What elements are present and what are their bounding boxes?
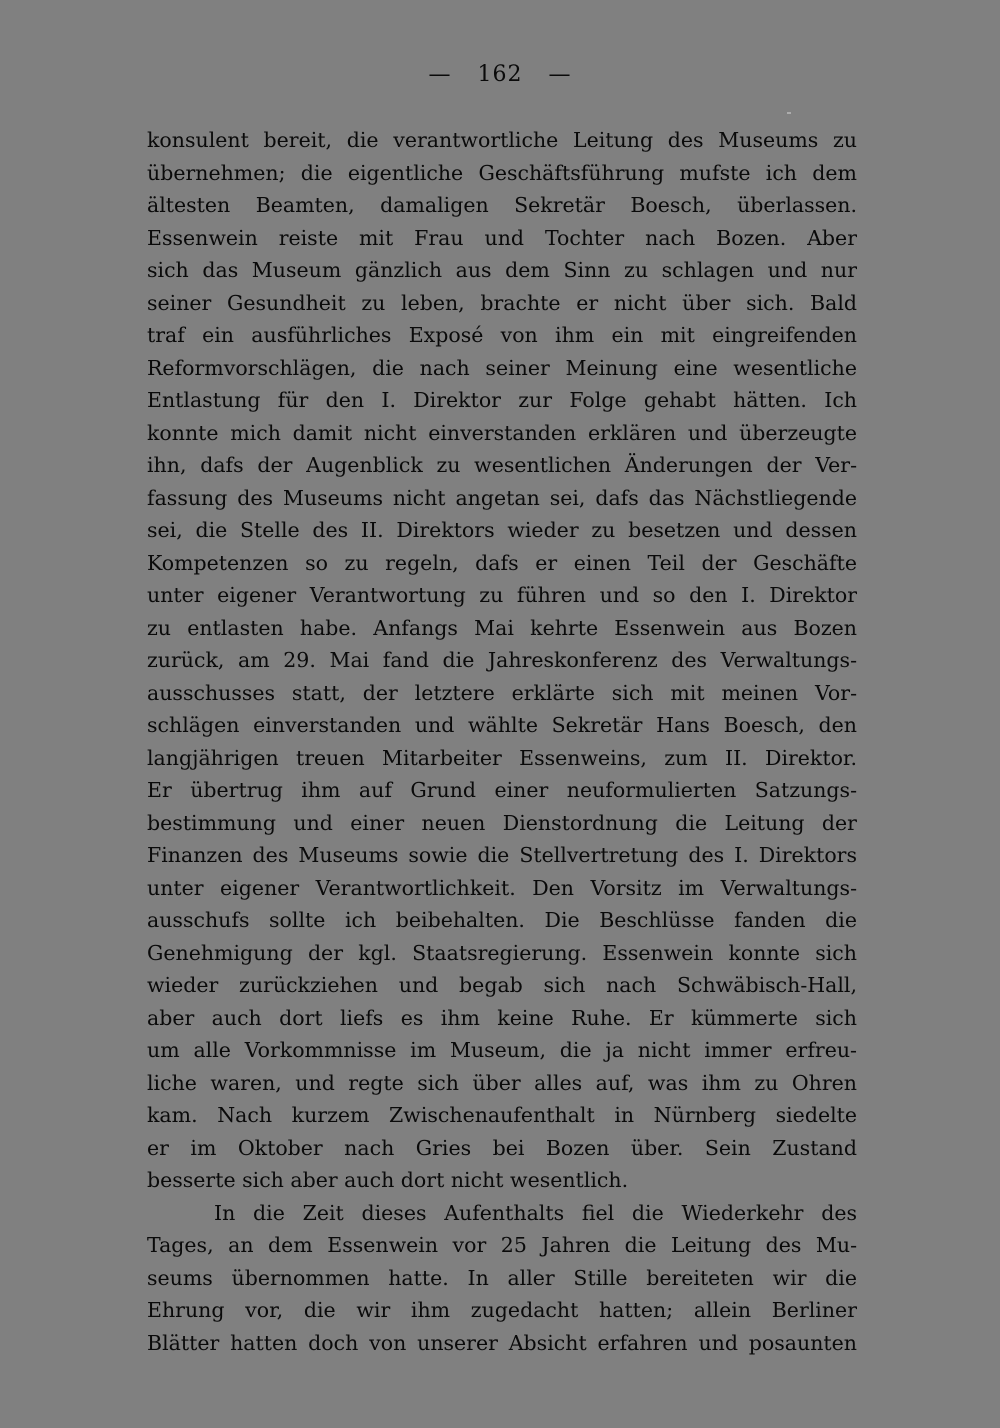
text-line: unter eigener Verantwortlichkeit. Den Vorsitz im Verwaltungs-: [147, 875, 857, 900]
header-dash-right: —: [548, 62, 572, 87]
text-line: übernehmen; die eigentliche Geschäftsführung mufste ich dem: [147, 160, 857, 185]
text-line: aber auch dort liefs es ihm keine Ruhe. Er kümmerte sich: [147, 1005, 857, 1030]
text-line: zurück, am 29. Mai fand die Jahreskonferenz des Verwaltungs-: [147, 648, 857, 672]
text-line: unter eigener Verantwortung zu führen und so den I. Direktor: [147, 583, 857, 607]
text-line: er im Oktober nach Gries bei Bozen über. Sein Zustand: [147, 1135, 857, 1160]
text-line: seums übernommen hatte. In aller Stille bereiteten wir die: [147, 1265, 857, 1290]
text-line: fassung des Museums nicht angetan sei, dafs das Nächstliegende: [147, 485, 857, 510]
body-text: [147, 124, 857, 1359]
text-line: ihn, dafs der Augenblick zu wesentlichen Änderungen der Ver-: [147, 453, 857, 477]
text-line: um alle Vorkommnisse im Museum, die ja nicht immer erfreu-: [147, 1038, 857, 1062]
text-line: liche waren, und regte sich über alles auf, was ihm zu Ohren: [147, 1070, 857, 1095]
text-line: Kompetenzen so zu regeln, dafs er einen Teil der Geschäfte: [147, 550, 857, 575]
text-line: Er übertrug ihm auf Grund einer neuformulierten Satzungs-: [147, 778, 857, 802]
text-line: sich das Museum gänzlich aus dem Sinn zu schlagen und nur: [147, 258, 857, 282]
text-line: Ehrung vor, die wir ihm zugedacht hatten; allein Berliner: [147, 1298, 857, 1322]
text-line: seiner Gesundheit zu leben, brachte er nicht über sich. Bald: [147, 290, 857, 315]
header-dash-left: —: [428, 62, 452, 87]
text-line: wieder zurückziehen und begab sich nach Schwäbisch-Hall,: [147, 973, 857, 997]
text-line: bestimmung und einer neuen Dienstordnung die Leitung der: [147, 810, 857, 835]
text-line: Genehmigung der kgl. Staatsregierung. Essenwein konnte sich: [147, 940, 857, 965]
text-line: ältesten Beamten, damaligen Sekretär Boesch, überlassen.: [147, 193, 857, 217]
text-line: Blätter hatten doch von unserer Absicht erfahren und posaunten: [147, 1330, 857, 1355]
text-line: ausschusses statt, der letztere erklärte sich mit meinen Vor-: [147, 680, 857, 705]
text-line: Tages, an dem Essenwein vor 25 Jahren die Leitung des Mu-: [147, 1233, 857, 1257]
text-line: schlägen einverstanden und wählte Sekretär Hans Boesch, den: [147, 713, 857, 737]
text-line: Reformvorschlägen, die nach seiner Meinung eine wesentliche: [147, 355, 857, 380]
scan-artifact: [787, 112, 791, 114]
text-line: konnte mich damit nicht einverstanden erklären und überzeugte: [147, 420, 857, 445]
text-line: ausschufs sollte ich beibehalten. Die Beschlüsse fanden die: [147, 908, 857, 932]
text-line: Finanzen des Museums sowie die Stellvertretung des I. Direktors: [147, 843, 857, 867]
text-line: traf ein ausführliches Exposé von ihm ein mit eingreifenden: [147, 323, 857, 347]
text-line: langjährigen treuen Mitarbeiter Essenweins, zum II. Direktor.: [147, 745, 857, 770]
paragraph-last-line: besserte sich aber auch dort nicht wesentlich.: [147, 1168, 629, 1192]
page-number: 162: [477, 62, 523, 87]
page-header: [0, 62, 1000, 87]
text-line: zu entlasten habe. Anfangs Mai kehrte Essenwein aus Bozen: [147, 615, 857, 640]
text-line: Entlastung für den I. Direktor zur Folge gehabt hätten. Ich: [147, 388, 857, 412]
text-line: sei, die Stelle des II. Direktors wieder zu besetzen und dessen: [147, 518, 857, 542]
paragraph-first-line: In die Zeit dieses Aufenthalts fiel die Wiederkehr des: [214, 1200, 857, 1225]
text-line: konsulent bereit, die verantwortliche Leitung des Museums zu: [147, 128, 857, 152]
text-line: Essenwein reiste mit Frau und Tochter nach Bozen. Aber: [147, 225, 857, 250]
text-line: kam. Nach kurzem Zwischenaufenthalt in Nürnberg siedelte: [147, 1103, 857, 1127]
